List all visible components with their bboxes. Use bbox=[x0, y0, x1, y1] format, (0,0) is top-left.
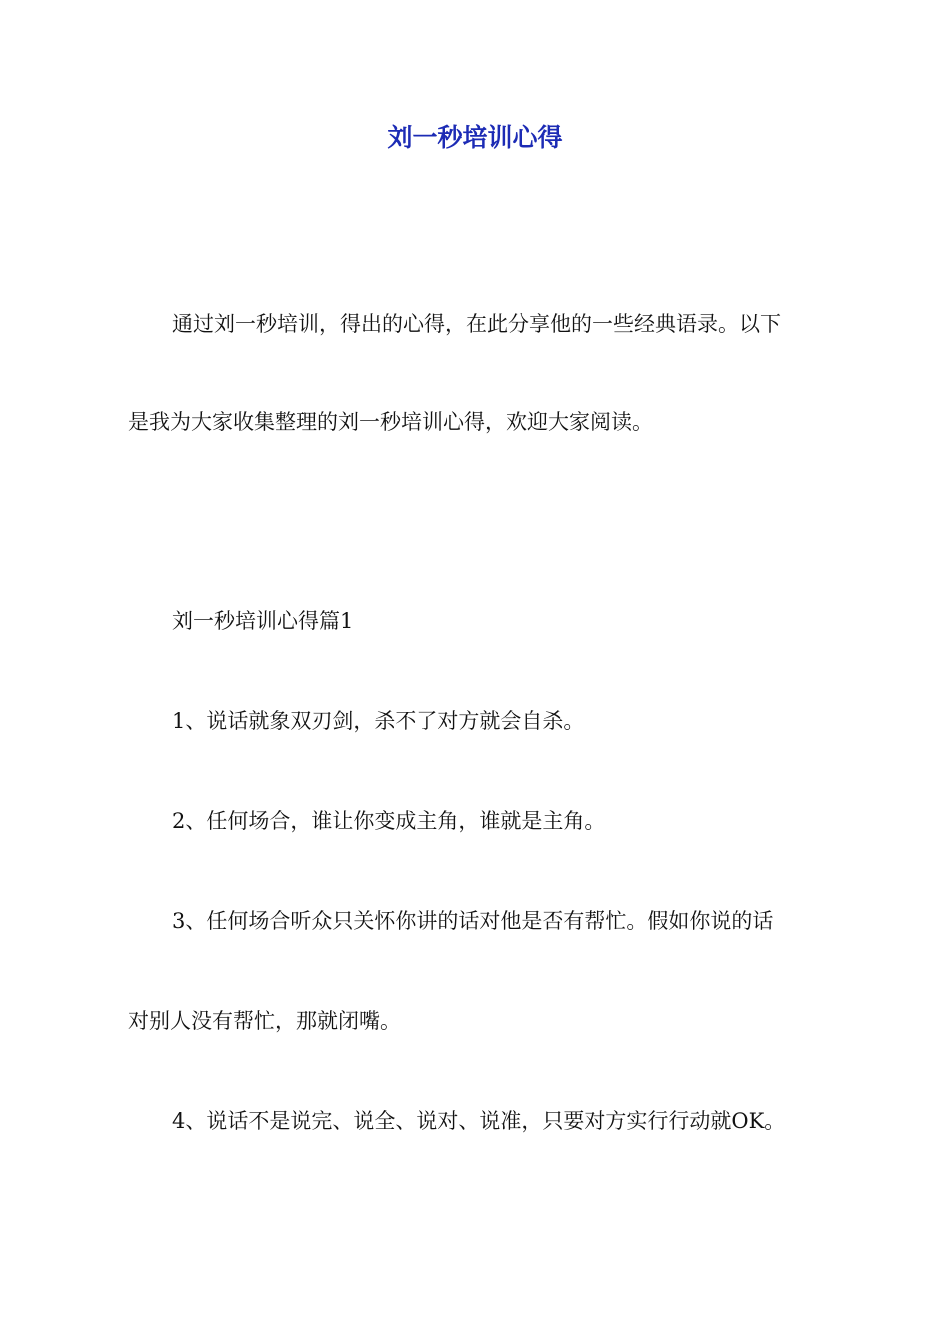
list-item-2: 2、任何场合，谁让你变成主角，谁就是主角。 bbox=[172, 809, 606, 833]
list-item-4: 4、说话不是说完、说全、说对、说准，只要对方实行行动就OK。 bbox=[172, 1109, 786, 1133]
intro-line-2: 是我为大家收集整理的刘一秒培训心得，欢迎大家阅读。 bbox=[128, 410, 653, 434]
list-item-1: 1、说话就象双刃剑，杀不了对方就会自杀。 bbox=[172, 709, 585, 733]
document-title: 刘一秒培训心得 bbox=[387, 123, 563, 152]
section-heading: 刘一秒培训心得篇1 bbox=[172, 609, 354, 633]
intro-line-1: 通过刘一秒培训，得出的心得，在此分享他的一些经典语录。以下 bbox=[172, 312, 781, 336]
list-item-3-line-2: 对别人没有帮忙，那就闭嘴。 bbox=[128, 1009, 401, 1033]
list-item-3-line-1: 3、任何场合听众只关怀你讲的话对他是否有帮忙。假如你说的话 bbox=[172, 909, 774, 933]
